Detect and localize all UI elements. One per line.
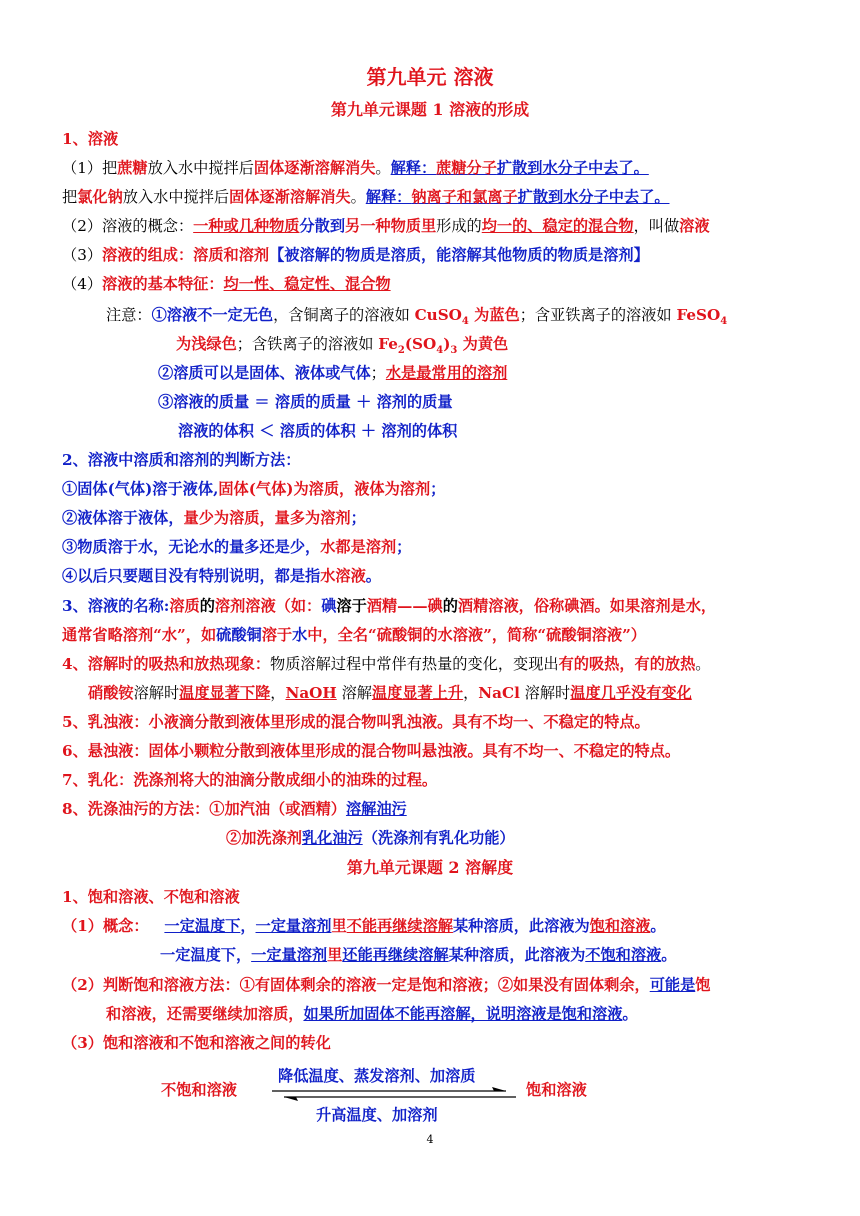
emulsion: 5、乳浊液：小液滴分散到液体里形成的混合物叫乳浊液。具有不均一、不稳定的特点。 — [62, 713, 650, 731]
heat-phenomenon: 4、溶解时的吸热和放热现象：物质溶解过程中常伴有热量的变化，变现出有的吸热，有的放热。 — [62, 655, 711, 673]
saturation-concept: （1）概念： 一定温度下，一定量溶剂里不能再继续溶解某种溶质，此溶液为饱和溶液。 — [62, 917, 666, 935]
heat-examples: 硝酸铵溶解时温度显著下降，NaOH 溶解温度显著上升，NaCl 溶解时温度几乎没有变化 — [88, 684, 692, 702]
suspension: 6、悬浊液：固体小颗粒分散到液体里形成的混合物叫悬浊液。具有不均一、不稳定的特点。 — [62, 742, 681, 760]
conversion-heading: （3）饱和溶液和不饱和溶液之间的转化 — [62, 1034, 331, 1052]
heading-judge: 2、溶液中溶质和溶剂的判断方法： — [62, 451, 301, 469]
note-mass: ③溶液的质量 ＝ 溶质的质量 ＋ 溶剂的质量 — [158, 393, 453, 411]
conversion-arrows — [270, 1085, 520, 1105]
note-color: 注意：①溶液不一定无色，含铜离子的溶液如 CuSO$_4$ 为蓝色；含亚铁离子的溶液如 FeSO$_4$ — [106, 306, 728, 327]
saturated-label: 饱和溶液 — [526, 1081, 587, 1099]
arrow-bottom-label: 升高温度、加溶剂 — [316, 1106, 438, 1124]
backward-arrow-head — [284, 1097, 298, 1101]
judge-4: ④以后只要题目没有特别说明，都是指水溶液。 — [62, 567, 381, 585]
judge-1: ①固体(气体)溶于液体,固体(气体)为溶质，液体为溶剂； — [62, 480, 446, 498]
paragraph-nacl: 把氯化钠放入水中搅拌后固体逐渐溶解消失。解释：钠离子和氯离子扩散到水分子中去了。 — [62, 188, 670, 206]
solution-naming: 3、溶液的名称:溶质的溶剂溶液（如：碘溶于酒精——碘的酒精溶液，俗称碘酒。如果溶剂是水， — [62, 597, 717, 615]
paragraph-sucrose: （1）把蔗糖放入水中搅拌后固体逐渐溶解消失。解释：蔗糖分子扩散到水分子中去了。 — [62, 159, 649, 177]
note-volume: 溶液的体积 ＜ 溶质的体积 ＋ 溶剂的体积 — [178, 422, 458, 440]
saturation-judge: （2）判断饱和溶液方法：①有固体剩余的溶液一定是饱和溶液；②如果没有固体剩余，可能是饱 — [62, 976, 711, 994]
unsaturation-concept: 一定温度下，一定量溶剂里还能再继续溶解某种溶质，此溶液为不饱和溶液。 — [160, 946, 677, 964]
page-title: 第九单元 溶液 — [366, 65, 494, 89]
note-color-cont: 为浅绿色；含铁离子的溶液如 $Fe_2(SO_4)_3$ 为黄色 — [176, 335, 509, 356]
section1-title: 第九单元课题 1 溶液的形成 — [330, 100, 530, 119]
judge-3: ③物质溶于水，无论水的量多还是少，水都是溶剂； — [62, 538, 412, 556]
paragraph-features: （4）溶液的基本特征：均一性、稳定性、混合物 — [62, 275, 391, 293]
page-number: 4 — [426, 1133, 434, 1146]
arrow-top-label: 降低温度、蒸发溶剂、加溶质 — [278, 1067, 476, 1085]
forward-arrow-head — [492, 1087, 506, 1091]
emulsification: 7、乳化：洗涤剂将大的油滴分散成细小的油珠的过程。 — [62, 771, 438, 789]
paragraph-concept: （2）溶液的概念：一种或几种物质分散到另一种物质里形成的均一的、稳定的混合物，叫做溶液 — [62, 217, 710, 235]
degreasing: 8、洗涤油污的方法：①加汽油（或酒精）溶解油污 — [62, 800, 407, 818]
degreasing-2: ②加洗涤剂乳化油污（洗涤剂有乳化功能） — [226, 829, 515, 847]
unsaturated-label: 不饱和溶液 — [161, 1081, 237, 1099]
section2-title: 第九单元课题 2 溶解度 — [346, 858, 514, 877]
note-solute-state: ②溶质可以是固体、液体或气体；水是最常用的溶剂 — [158, 364, 508, 382]
heading-saturation: 1、饱和溶液、不饱和溶液 — [62, 888, 240, 906]
heading-solution: 1、溶液 — [62, 130, 119, 148]
solution-naming-cont: 通常省略溶剂“水”，如硫酸铜溶于水中，全名“硫酸铜的水溶液”，简称“硫酸铜溶液”） — [62, 626, 646, 644]
judge-2: ②液体溶于液体，量少为溶质，量多为溶剂； — [62, 509, 366, 527]
saturation-judge-cont: 和溶液，还需要继续加溶质，如果所加固体不能再溶解，说明溶液是饱和溶液。 — [106, 1005, 638, 1023]
paragraph-composition: （3）溶液的组成：溶质和溶剂【被溶解的物质是溶质，能溶解其他物质的物质是溶剂】 — [62, 246, 649, 264]
